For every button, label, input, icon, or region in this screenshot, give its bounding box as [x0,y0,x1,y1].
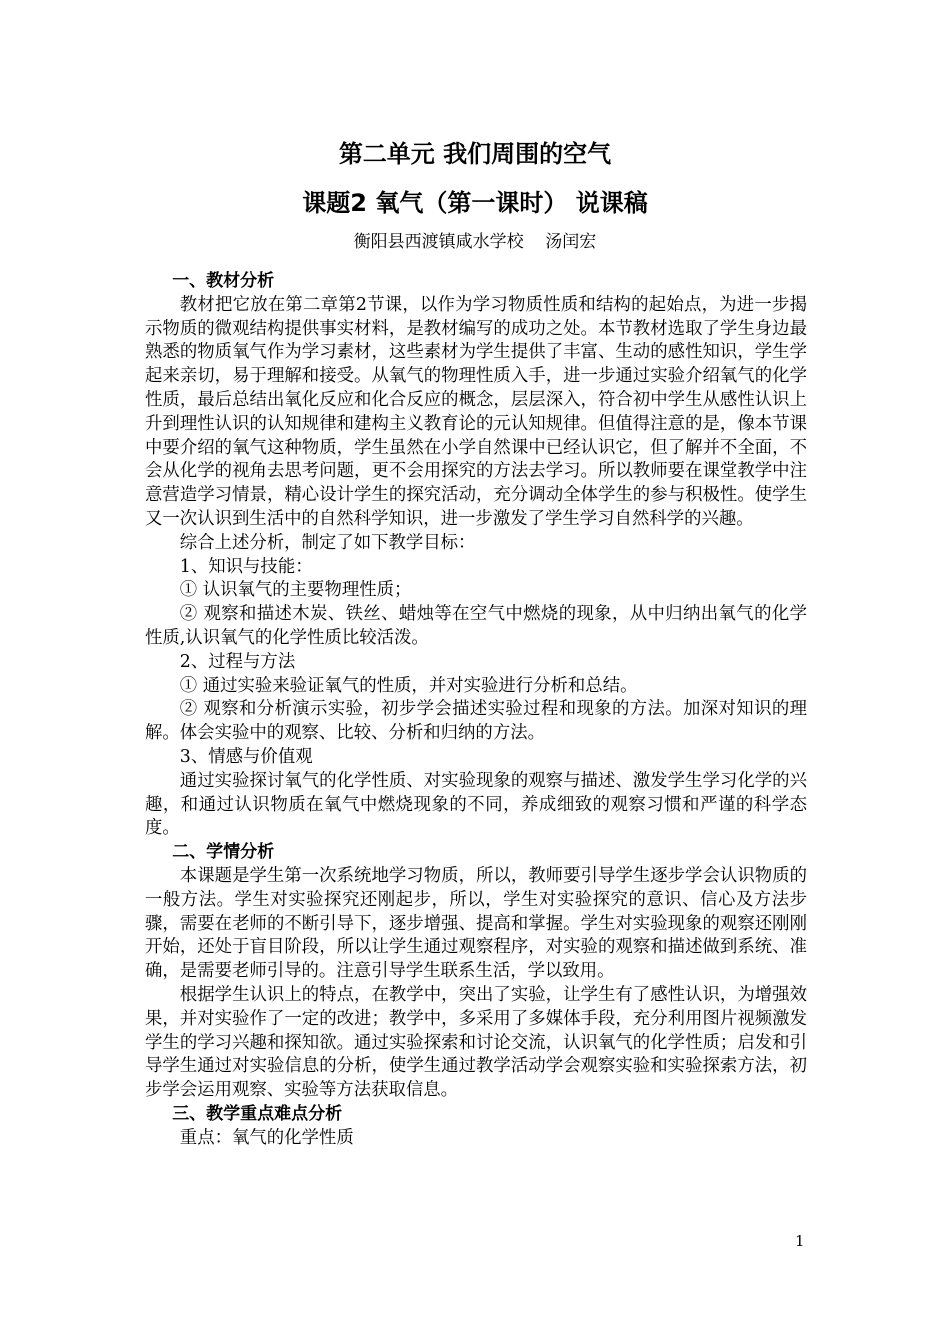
paragraph: 重点：氧气的化学性质 [179,1127,354,1148]
paragraph: ② 观察和分析演示实验，初步学会描述实验过程和现象的方法。加深对知识的理解。体会实验中的观察、比较、分析和归纳的方法。 [145,699,807,744]
section-heading-2: 二、学情分析 [172,842,275,863]
paragraph: 本课题是学生第一次系统地学习物质，所以，教师要引导学生逐步学会认识物质的一般方法。学生对实验探究还刚起步，所以，学生对实验探究的意识、信心及方法步骤，需要在老师的不断引导下，逐步增强、提高和掌握。学生对实验现象的观察还刚刚开始，还处于盲目阶段，所以让学生通过观察程序，对实验的观察和描述做到系统、准确，是需要老师引导的。注意引导学生联系生活，学以致用。 [145,865,807,982]
paragraph: 根据学生认识上的特点，在教学中，突出了实验，让学生有了感性认识，为增强效果，并对实验作了一定的改进；教学中，多采用了多媒体手段，充分利用图片视频激发学生的学习兴趣和探知欲。通过实验探索和讨论交流，认识氧气的化学性质；启发和引导学生通过对实验信息的分析，使学生通过教学活动学会观察实验和实验探索方法，初步学会运用观察、实验等方法获取信息。 [145,984,807,1101]
document-title: 第二单元 我们周围的空气 [338,140,612,168]
paragraph: 3、情感与价值观 [179,746,313,767]
section-heading-1: 一、教材分析 [172,271,275,291]
page-number: 1 [795,1232,805,1250]
paragraph: ② 观察和描述木炭、铁丝、蜡烛等在空气中燃烧的现象，从中归纳出氧气的化学性质,认识氧气的化学性质比较活泼。 [145,604,807,648]
document-body [145,270,807,1150]
paragraph: 2、过程与方法 [179,651,296,672]
paragraph: ① 认识氧气的主要物理性质； [179,580,412,601]
document-subtitle: 课题2 氧气（第一课时） 说课稿 [302,189,648,217]
paragraph: 综合上述分析，制定了如下教学目标： [179,532,476,553]
author-line: 衡阳县西渡镇咸水学校 汤闰宏 [353,232,597,252]
paragraph: 1、知识与技能： [179,556,313,577]
paragraph: 教材把它放在第二章第2节课，以作为学习物质性质和结构的起始点，为进一步揭示物质的微观结构提供事实材料，是教材编写的成功之处。本节教材选取了学生身边最熟悉的物质氧气作为学习素材，这些素材为学生提供了丰富、生动的感性知识，学生学起来亲切，易于理解和接受。从氧气的物理性质入手，进一步通过实验介绍氧气的化学性质，最后总结出氧化反应和化合反应的概念，层层深入，符合初中学生从感性认识上升到理性认识的认知规律和建构主义教育论的元认知规律。但值得注意的是，像本节课中要介绍的氧气这种物质，学生虽然在小学自然课中已经认识它，但了解并不全面，不会从化学的视角去思考问题，更不会用探究的方法去学习。所以教师要在课堂教学中注意营造学习情景，精心设计学生的探究活动，充分调动全体学生的参与积极性。使学生又一次认识到生活中的自然科学知识，进一步激发了学生学习自然科学的兴趣。 [145,294,807,529]
paragraph: 通过实验探讨氧气的化学性质、对实验现象的观察与描述、激发学生学习化学的兴趣，和通过认识物质在氧气中燃烧现象的不同，养成细致的观察习惯和严谨的科学态度。 [145,770,807,839]
section-heading-3: 三、教学重点难点分析 [172,1103,343,1124]
paragraph: ① 通过实验来验证氧气的性质，并对实验进行分析和总结。 [179,675,638,696]
